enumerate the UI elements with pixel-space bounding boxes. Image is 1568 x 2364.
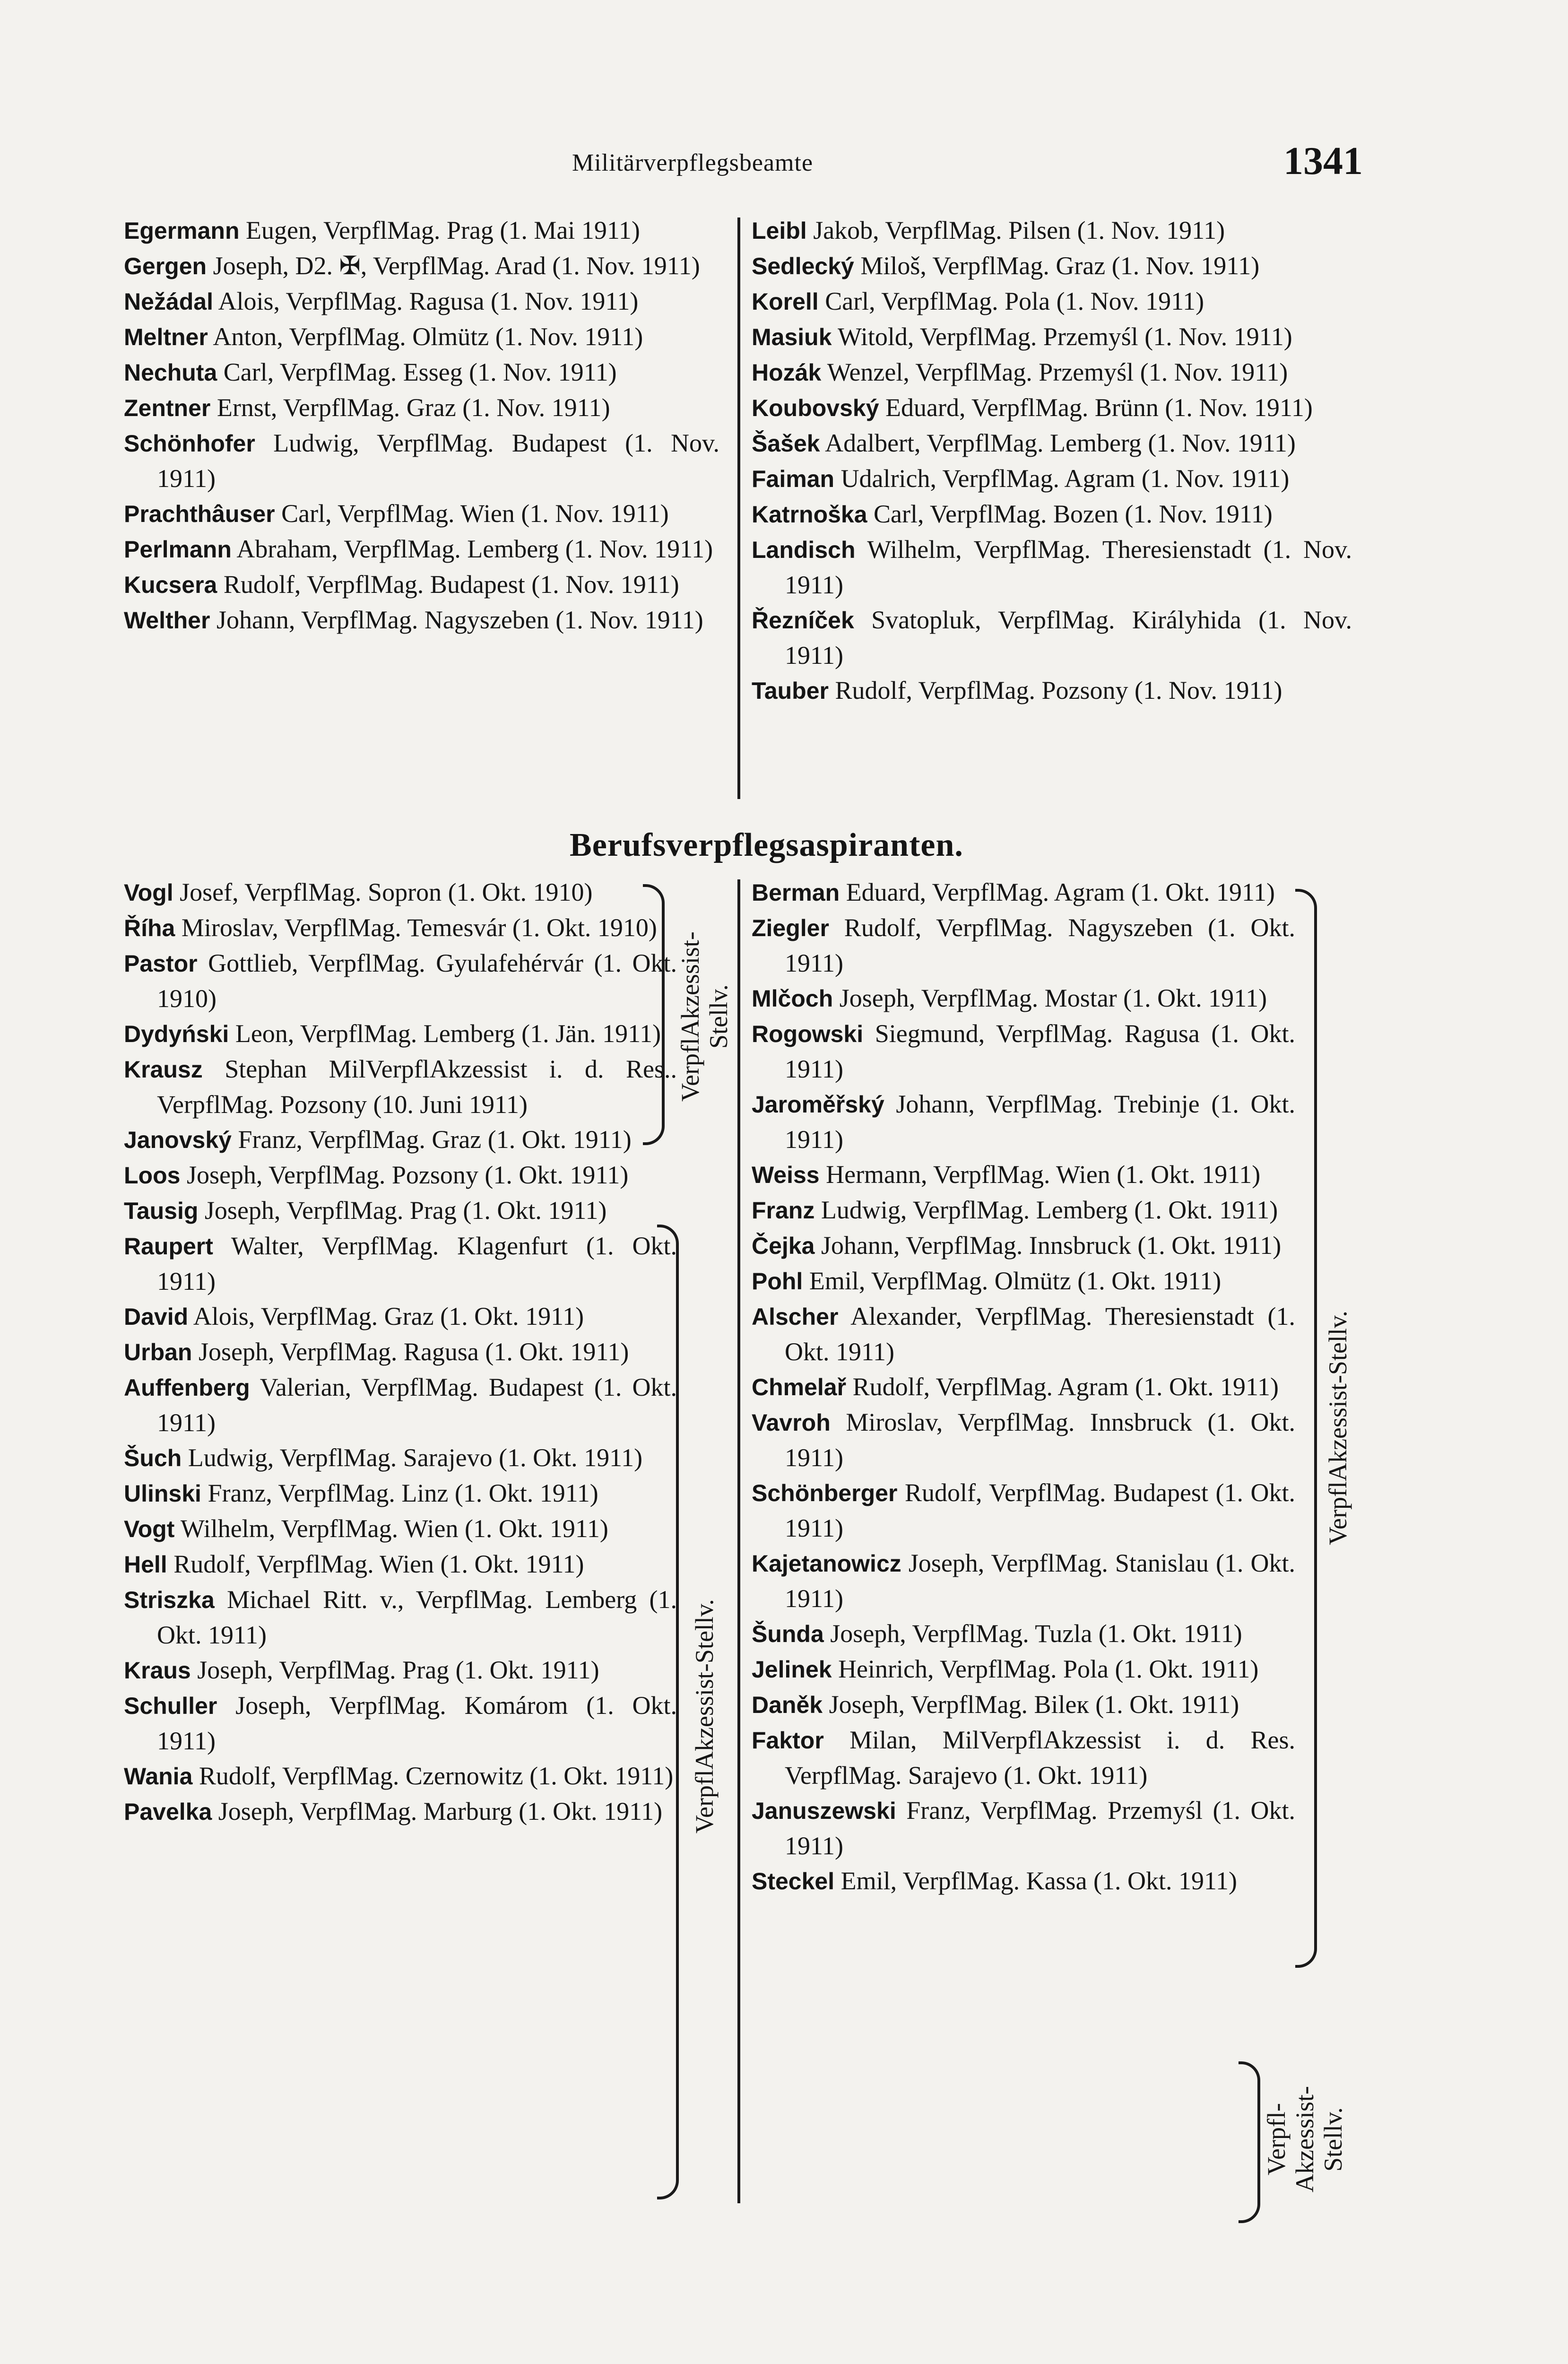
- entry-details: Joseph, VerpflMag. Prag (1. Okt. 1911): [197, 1656, 599, 1684]
- entry-surname: Ziegler: [752, 915, 829, 941]
- entry-surname: Wania: [124, 1763, 193, 1790]
- entry-surname: Chmelař: [752, 1374, 847, 1400]
- list-item: [124, 567, 719, 602]
- entry-surname: Říha: [124, 915, 175, 941]
- list-item: [124, 390, 719, 426]
- entry-details: Alois, VerpflMag. Graz (1. Okt. 1911): [193, 1302, 584, 1330]
- entry-details: Stephan MilVerpflAkzessist i. d. Res.. VerpflMag. Pozsony (10. Juni 1911): [157, 1055, 677, 1119]
- entry-details: Joseph, VerpflMag. Stanislau (1. Okt. 1911): [785, 1549, 1295, 1613]
- entry-details: Joseph, VerpflMag. Komárom (1. Okt. 1911): [157, 1691, 677, 1755]
- entry-details: Joseph, VerpflMag. Prag (1. Okt. 1911): [204, 1196, 607, 1225]
- entry-details: Wilhelm, VerpflMag. Theresienstadt (1. Nov. 1911): [785, 535, 1352, 599]
- list-item: [752, 1616, 1295, 1651]
- list-item: [752, 1228, 1295, 1263]
- list-item: [124, 910, 677, 946]
- entry-surname: Berman: [752, 879, 840, 906]
- entry-details: Ludwig, VerpflMag. Sarajevo (1. Okt. 1911): [188, 1443, 643, 1472]
- entry-surname: Daněk: [752, 1692, 823, 1718]
- list-item: [752, 1793, 1295, 1863]
- list-item: [124, 1547, 677, 1582]
- brace-left-top: [643, 884, 665, 1145]
- list-item: [124, 1476, 677, 1511]
- list-item: [752, 1299, 1295, 1369]
- entry-details: Miloš, VerpflMag. Graz (1. Nov. 1911): [860, 252, 1260, 280]
- entry-details: Ernst, VerpflMag. Graz (1. Nov. 1911): [217, 393, 610, 422]
- entry-surname: Zentner: [124, 395, 211, 421]
- entry-details: Rudolf, VerpflMag. Nagyszeben (1. Okt. 1911): [785, 913, 1295, 977]
- entry-surname: Čejka: [752, 1233, 815, 1259]
- list-item: [752, 496, 1352, 532]
- brace-left-main: [657, 1225, 679, 2199]
- entry-details: Emil, VerpflMag. Kassa (1. Okt. 1911): [840, 1867, 1237, 1895]
- entry-details: Joseph, VerpflMag. Marburg (1. Okt. 1911): [218, 1797, 663, 1825]
- entry-surname: David: [124, 1304, 189, 1330]
- entry-surname: Perlmann: [124, 536, 232, 563]
- list-item: [752, 602, 1352, 673]
- entry-details: Udalrich, VerpflMag. Agram (1. Nov. 1911): [840, 464, 1290, 493]
- list-item: [124, 875, 677, 910]
- section2-right-column: [752, 875, 1295, 1899]
- list-item: [124, 1334, 677, 1370]
- entry-surname: Urban: [124, 1339, 192, 1365]
- brace-right-main: [1295, 889, 1317, 1968]
- entry-surname: Schönberger: [752, 1480, 898, 1506]
- list-item: [752, 1369, 1295, 1405]
- entry-details: Siegmund, VerpflMag. Ragusa (1. Okt. 1911): [785, 1019, 1295, 1083]
- entry-surname: Janovský: [124, 1127, 232, 1153]
- entry-details: Leon, VerpflMag. Lemberg (1. Jän. 1911): [235, 1019, 661, 1048]
- entry-details: Eduard, VerpflMag. Brünn (1. Nov. 1911): [885, 393, 1313, 422]
- entry-details: Josef, VerpflMag. Sopron (1. Okt. 1910): [180, 878, 593, 906]
- entry-details: Joseph, VerpflMag. Tuzla (1. Okt. 1911): [830, 1619, 1242, 1648]
- entry-details: Ludwig, VerpflMag. Lemberg (1. Okt. 1911): [821, 1196, 1278, 1224]
- entry-details: Joseph, VerpflMag. Bileк (1. Okt. 1911): [829, 1690, 1239, 1719]
- entry-details: Abraham, VerpflMag. Lemberg (1. Nov. 1911): [236, 535, 713, 563]
- list-item: [752, 390, 1352, 426]
- entry-details: Carl, VerpflMag. Esseg (1. Nov. 1911): [223, 358, 617, 386]
- entry-surname: Januszewski: [752, 1798, 896, 1824]
- entry-details: Rudolf, VerpflMag. Pozsony (1. Nov. 1911): [835, 676, 1282, 704]
- entry-surname: Hozák: [752, 359, 822, 386]
- brace-label-right-bottom: Verpfl- Akzessist- Stellv.: [1262, 2086, 1347, 2193]
- list-item: [124, 531, 719, 567]
- list-item: [752, 1405, 1295, 1475]
- entry-surname: Alscher: [752, 1304, 839, 1330]
- brace-label-left-top: VerpflAkzessist- Stellv.: [676, 931, 733, 1102]
- list-item: [752, 284, 1352, 319]
- entry-surname: Faktor: [752, 1727, 824, 1754]
- list-item: [124, 946, 677, 1016]
- entry-surname: Nežádal: [124, 288, 213, 315]
- brace-label-right-main: VerpflAkzessist-Stellv.: [1324, 1311, 1352, 1545]
- list-item: [124, 1299, 677, 1334]
- entry-details: Franz, VerpflMag. Graz (1. Okt. 1911): [238, 1125, 632, 1154]
- entry-surname: Ulinski: [124, 1480, 201, 1507]
- section2-left-column: [124, 875, 677, 1829]
- entry-surname: Tausig: [124, 1198, 199, 1224]
- list-item: [752, 248, 1352, 284]
- entry-details: Carl, VerpflMag. Pola (1. Nov. 1911): [825, 287, 1204, 315]
- list-item: [124, 496, 719, 531]
- entry-surname: Šunda: [752, 1621, 824, 1647]
- entry-details: Carl, VerpflMag. Bozen (1. Nov. 1911): [874, 500, 1273, 528]
- list-item: [752, 910, 1295, 981]
- entry-details: Emil, VerpflMag. Olmütz (1. Okt. 1911): [809, 1267, 1221, 1295]
- entry-surname: Šuch: [124, 1445, 182, 1471]
- entry-surname: Vogl: [124, 879, 173, 906]
- entry-surname: Raupert: [124, 1233, 213, 1260]
- entry-details: Alois, VerpflMag. Ragusa (1. Nov. 1911): [218, 287, 639, 315]
- entry-details: Walter, VerpflMag. Klagenfurt (1. Okt. 1911): [157, 1232, 677, 1295]
- list-item: [124, 1440, 677, 1476]
- list-item: [752, 213, 1352, 248]
- entry-details: Joseph, VerpflMag. Mostar (1. Okt. 1911): [839, 984, 1267, 1012]
- brace-label-left-main: VerpflAkzessist-Stellv.: [690, 1599, 719, 1834]
- section2-column-divider: [737, 879, 740, 2203]
- entry-surname: Masiuk: [752, 324, 832, 350]
- list-item: [752, 1157, 1295, 1192]
- list-item: [124, 1157, 677, 1193]
- entry-surname: Loos: [124, 1162, 181, 1189]
- entry-surname: Leibl: [752, 217, 807, 244]
- list-item: [124, 602, 719, 638]
- entry-surname: Sedlecký: [752, 253, 854, 279]
- list-item: [752, 1475, 1295, 1546]
- entry-details: Johann, VerpflMag. Trebinje (1. Okt. 1911): [785, 1090, 1295, 1154]
- entry-details: Carl, VerpflMag. Wien (1. Nov. 1911): [281, 499, 669, 528]
- entry-surname: Jaroměřský: [752, 1091, 884, 1118]
- list-item: [752, 461, 1352, 496]
- entry-surname: Steckel: [752, 1868, 835, 1895]
- list-item: [752, 1722, 1295, 1793]
- entry-surname: Nechuta: [124, 359, 217, 386]
- list-item: [124, 1122, 677, 1157]
- entry-surname: Welther: [124, 607, 210, 634]
- list-item: [752, 1192, 1295, 1228]
- entry-surname: Řezníček: [752, 607, 854, 634]
- entry-details: Rudolf, VerpflMag. Czernowitz (1. Okt. 1911): [199, 1762, 674, 1790]
- entry-surname: Landisch: [752, 537, 856, 563]
- list-item: [124, 1652, 677, 1688]
- list-item: [124, 213, 719, 248]
- entry-details: Heinrich, VerpflMag. Pola (1. Okt. 1911): [838, 1655, 1259, 1683]
- entry-details: Adalbert, VerpflMag. Lemberg (1. Nov. 1911): [825, 429, 1296, 457]
- list-item: [752, 1651, 1295, 1687]
- list-item: [124, 1228, 677, 1299]
- list-item: [752, 426, 1352, 461]
- list-item: [124, 1688, 677, 1758]
- list-item: [124, 1511, 677, 1547]
- list-item: [124, 355, 719, 390]
- page-number: 1341: [1283, 139, 1363, 183]
- list-item: [752, 1086, 1295, 1157]
- list-item: [124, 319, 719, 355]
- entry-surname: Kucsera: [124, 572, 217, 598]
- entry-surname: Schuller: [124, 1693, 217, 1719]
- list-item: [124, 1370, 677, 1440]
- entry-details: Rudolf, VerpflMag. Wien (1. Okt. 1911): [173, 1550, 584, 1578]
- brace-right-bottom: [1239, 2061, 1260, 2223]
- list-item: [752, 1863, 1295, 1899]
- entry-details: Rudolf, VerpflMag. Budapest (1. Okt. 1911): [785, 1478, 1296, 1542]
- list-item: [752, 673, 1352, 708]
- list-item: [752, 981, 1295, 1016]
- entry-details: Alexander, VerpflMag. Theresienstadt (1. Okt. 1911): [785, 1302, 1295, 1366]
- entry-surname: Hell: [124, 1551, 167, 1578]
- entry-surname: Dydyński: [124, 1021, 229, 1047]
- entry-surname: Meltner: [124, 324, 208, 350]
- entry-surname: Šašek: [752, 430, 820, 457]
- entry-surname: Prachthâuser: [124, 501, 275, 527]
- list-item: [752, 355, 1352, 390]
- list-item: [124, 1052, 677, 1122]
- entry-surname: Striszka: [124, 1587, 215, 1613]
- entry-surname: Vogt: [124, 1516, 175, 1542]
- entry-details: Miroslav, VerpflMag. Innsbruck (1. Okt. 1911): [785, 1408, 1295, 1472]
- entry-details: Anton, VerpflMag. Olmütz (1. Nov. 1911): [213, 322, 643, 351]
- entry-details: Joseph, VerpflMag. Pozsony (1. Okt. 1911): [186, 1161, 629, 1189]
- list-item: [124, 426, 719, 496]
- entry-details: Johann, VerpflMag. Nagyszeben (1. Nov. 1911): [216, 606, 703, 634]
- entry-details: Wilhelm, VerpflMag. Wien (1. Okt. 1911): [180, 1514, 608, 1543]
- list-item: [124, 284, 719, 319]
- entry-details: Wenzel, VerpflMag. Przemyśl (1. Nov. 1911): [827, 358, 1288, 386]
- list-item: [124, 1794, 677, 1829]
- entry-details: Valerian, VerpflMag. Budapest (1. Okt. 1911): [157, 1373, 677, 1437]
- entry-details: Michael Ritt. v., VerpflMag. Lemberg (1. Okt. 1911): [157, 1585, 677, 1649]
- entry-surname: Gergen: [124, 253, 207, 279]
- entry-details: Joseph, VerpflMag. Ragusa (1. Okt. 1911): [198, 1338, 629, 1366]
- entry-details: Ludwig, VerpflMag. Budapest (1. Nov. 1911): [157, 429, 720, 493]
- list-item: [752, 319, 1352, 355]
- entry-surname: Mlčoch: [752, 985, 833, 1012]
- entry-surname: Koubovský: [752, 395, 879, 421]
- list-item: [124, 1016, 677, 1052]
- list-item: [752, 875, 1295, 910]
- list-item: [124, 1193, 677, 1228]
- entry-surname: Pavelka: [124, 1799, 212, 1825]
- entry-surname: Egermann: [124, 217, 240, 244]
- entry-details: Milan, MilVerpflAkzessist i. d. Res. VerpflMag. Sarajevo (1. Okt. 1911): [785, 1726, 1295, 1790]
- entry-surname: Pastor: [124, 950, 198, 977]
- list-item: [124, 1582, 677, 1652]
- list-item: [752, 1546, 1295, 1616]
- entry-surname: Jelinek: [752, 1656, 832, 1683]
- entry-details: Rudolf, VerpflMag. Budapest (1. Nov. 1911): [223, 570, 679, 599]
- entry-surname: Korell: [752, 288, 819, 315]
- list-item: [752, 532, 1352, 602]
- running-title: Militärverpflegsbeamte: [572, 149, 814, 176]
- entry-surname: Faiman: [752, 466, 835, 492]
- entry-surname: Pohl: [752, 1268, 803, 1295]
- entry-details: Eugen, VerpflMag. Prag (1. Mai 1911): [246, 216, 640, 244]
- section-title: Berufsverpflegsaspiranten.: [570, 827, 963, 863]
- list-item: [124, 248, 719, 284]
- list-item: [752, 1263, 1295, 1299]
- list-item: [752, 1016, 1295, 1086]
- entry-details: Jakob, VerpflMag. Pilsen (1. Nov. 1911): [813, 216, 1225, 244]
- entry-details: Franz, VerpflMag. Przemyśl (1. Okt. 1911): [785, 1796, 1295, 1860]
- entry-surname: Krausz: [124, 1056, 203, 1083]
- list-item: [124, 1758, 677, 1794]
- entry-details: Witold, VerpflMag. Przemyśl (1. Nov. 1911): [838, 322, 1292, 351]
- entry-surname: Franz: [752, 1197, 815, 1224]
- entry-surname: Vavroh: [752, 1409, 831, 1436]
- entry-surname: Kraus: [124, 1657, 191, 1684]
- section1-left-column: [124, 213, 719, 638]
- entry-details: Joseph, D2. ✠, VerpflMag. Arad (1. Nov. 1911): [213, 252, 700, 280]
- section1-right-column: [752, 213, 1352, 708]
- entry-surname: Schönhofer: [124, 430, 255, 457]
- entry-details: Miroslav, VerpflMag. Temesvár (1. Okt. 1910): [181, 913, 657, 942]
- entry-surname: Rogowski: [752, 1021, 864, 1047]
- entry-surname: Weiss: [752, 1162, 820, 1188]
- entry-surname: Katrnoška: [752, 501, 867, 528]
- entry-details: Gottlieb, VerpflMag. Gyulafehérvár (1. Okt. 1910): [157, 949, 677, 1013]
- entry-surname: Kajetanowicz: [752, 1550, 901, 1577]
- entry-surname: Auffenberg: [124, 1374, 250, 1401]
- section1-column-divider: [737, 217, 740, 799]
- entry-details: Eduard, VerpflMag. Agram (1. Okt. 1911): [846, 878, 1275, 906]
- entry-details: Johann, VerpflMag. Innsbruck (1. Okt. 1911): [821, 1231, 1282, 1260]
- entry-details: Svatopluk, VerpflMag. Királyhida (1. Nov. 1911): [785, 606, 1352, 669]
- entry-details: Hermann, VerpflMag. Wien (1. Okt. 1911): [826, 1160, 1261, 1189]
- entry-surname: Tauber: [752, 678, 829, 704]
- entry-details: Rudolf, VerpflMag. Agram (1. Okt. 1911): [852, 1373, 1279, 1401]
- list-item: [752, 1687, 1295, 1722]
- entry-details: Franz, VerpflMag. Linz (1. Okt. 1911): [208, 1479, 598, 1507]
